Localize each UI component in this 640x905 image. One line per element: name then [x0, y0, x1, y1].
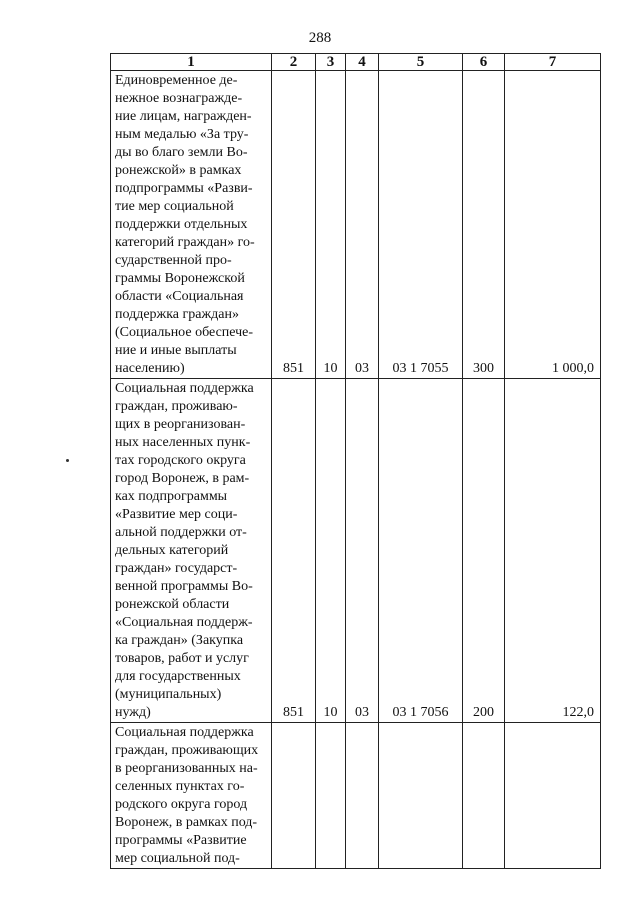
- description-line: тах городского округа: [115, 453, 246, 468]
- description-line: товаров, работ и услуг: [115, 651, 249, 666]
- description-line: ках подпрограммы: [115, 489, 228, 504]
- description-line: мер социальной под-: [115, 851, 240, 866]
- header-col-3: 3: [316, 54, 346, 71]
- cell-col2: [272, 723, 316, 869]
- description-line: населению): [115, 361, 185, 376]
- cell-col7: 1 000,0: [505, 71, 601, 379]
- description-line: город Воронеж, в рам-: [115, 471, 250, 486]
- description-line: Социальная поддержка: [115, 381, 254, 396]
- description-line: щих в реорганизован-: [115, 417, 246, 432]
- table-row: [111, 71, 601, 379]
- description-line: Воронеж, в рамках под-: [115, 815, 258, 830]
- description-line: венной программы Во-: [115, 579, 253, 594]
- description-line: ды во благо земли Во-: [115, 145, 248, 160]
- cell-col2: 851: [272, 71, 316, 379]
- description-line: (Социальное обеспече-: [115, 325, 254, 340]
- cell-col6: 300: [463, 71, 505, 379]
- cell-col5: [379, 723, 463, 869]
- cell-col4: 03: [346, 379, 379, 723]
- cell-col7: 122,0: [505, 379, 601, 723]
- description-line: ка граждан» (Закупка: [115, 633, 244, 648]
- row-description: [111, 71, 272, 379]
- description-line: области «Социальная: [115, 289, 244, 304]
- row-description: [111, 723, 272, 869]
- description-line: поддержки отдельных: [115, 217, 248, 232]
- budget-table: [110, 53, 601, 869]
- header-col-4: 4: [346, 54, 379, 71]
- description-line: граммы Воронежской: [115, 271, 245, 286]
- description-line: ронежской области: [115, 597, 230, 612]
- description-line: селенных пунктах го-: [115, 779, 245, 794]
- description-line: сударственной про-: [115, 253, 232, 268]
- header-col-6: 6: [463, 54, 505, 71]
- description-line: (муниципальных): [115, 687, 222, 702]
- description-line: Социальная поддержка: [115, 725, 254, 740]
- header-col-7: 7: [505, 54, 601, 71]
- cell-col3: 10: [316, 379, 346, 723]
- description-line: поддержка граждан»: [115, 307, 239, 322]
- description-line: тие мер социальной: [115, 199, 234, 214]
- description-line: дельных категорий: [115, 543, 229, 558]
- table-row: [111, 379, 601, 723]
- description-line: нежное вознагражде-: [115, 91, 243, 106]
- header-col-5: 5: [379, 54, 463, 71]
- cell-col2: 851: [272, 379, 316, 723]
- description-line: ным медалью «За тру-: [115, 127, 249, 142]
- cell-col4: 03: [346, 71, 379, 379]
- cell-col5: 03 1 7056: [379, 379, 463, 723]
- description-line: для государственных: [115, 669, 241, 684]
- description-line: граждан, проживающих: [115, 743, 259, 758]
- cell-col3: [316, 723, 346, 869]
- description-line: «Развитие мер соци-: [115, 507, 238, 522]
- description-line: ронежской» в рамках: [115, 163, 242, 178]
- description-line: граждан» государст-: [115, 561, 238, 576]
- description-line: нужд): [115, 705, 151, 720]
- description-line: ние и иные выплаты: [115, 343, 237, 358]
- description-line: программы «Развитие: [115, 833, 247, 848]
- table-header-row: [111, 54, 601, 71]
- table-row: [111, 723, 601, 869]
- description-line: ние лицам, награжден-: [115, 109, 252, 124]
- description-line: родского округа город: [115, 797, 248, 812]
- description-line: категорий граждан» го-: [115, 235, 255, 250]
- header-col-1: 1: [111, 54, 272, 71]
- cell-col3: 10: [316, 71, 346, 379]
- cell-col7: [505, 723, 601, 869]
- description-line: ных населенных пунк-: [115, 435, 251, 450]
- description-line: «Социальная поддерж-: [115, 615, 253, 630]
- cell-col6: [463, 723, 505, 869]
- page-number: 288: [308, 30, 332, 46]
- row-description: [111, 379, 272, 723]
- cell-col4: [346, 723, 379, 869]
- cell-col6: 200: [463, 379, 505, 723]
- description-line: альной поддержки от-: [115, 525, 247, 540]
- cell-col5: 03 1 7055: [379, 71, 463, 379]
- scan-speck: [66, 459, 69, 462]
- description-line: Единовременное де-: [115, 73, 238, 88]
- description-line: в реорганизованных на-: [115, 761, 258, 776]
- header-col-2: 2: [272, 54, 316, 71]
- description-line: граждан, проживаю-: [115, 399, 238, 414]
- description-line: подпрограммы «Разви-: [115, 181, 253, 196]
